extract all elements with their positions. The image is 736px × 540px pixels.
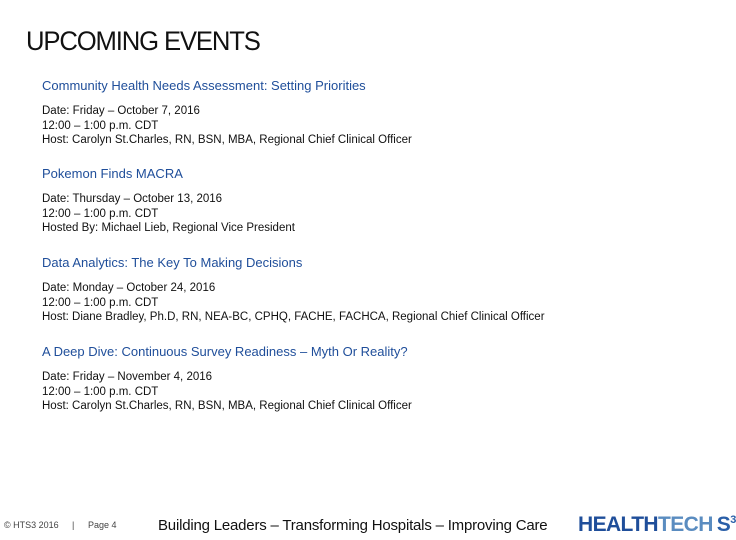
event-date: Date: Monday – October 24, 2016 [42, 282, 216, 294]
event-date: Date: Thursday – October 13, 2016 [42, 193, 223, 205]
event-date: Date: Friday – November 4, 2016 [42, 371, 213, 383]
event-title[interactable]: A Deep Dive: Continuous Survey Readiness – Myth Or Reality? [42, 344, 408, 359]
event-title[interactable]: Data Analytics: The Key To Making Decisions [42, 255, 303, 270]
logo-superscript: 3 [730, 514, 736, 526]
healthtech-logo [578, 513, 736, 537]
event-item [42, 255, 682, 325]
event-host: Hosted By: Michael Lieb, Regional Vice President [42, 222, 295, 234]
footer [0, 512, 736, 540]
event-host: Host: Carolyn St.Charles, RN, BSN, MBA, Regional Chief Clinical Officer [42, 134, 412, 146]
event-time: 12:00 – 1:00 p.m. CDT [42, 385, 159, 398]
event-date: Date: Friday – October 7, 2016 [42, 105, 200, 117]
logo-health-text: HEALTH [578, 513, 659, 536]
footer-separator: | [72, 520, 75, 530]
event-host: Host: Diane Bradley, Ph.D, RN, NEA-BC, CPHQ, FACHE, FACHCA, Regional Chief Clinical Officer [42, 311, 545, 323]
event-item [42, 166, 682, 236]
event-time: 12:00 – 1:00 p.m. CDT [42, 296, 159, 309]
event-title[interactable]: Community Health Needs Assessment: Setting Priorities [42, 78, 366, 93]
event-item [42, 344, 682, 414]
event-item [42, 78, 682, 148]
footer-tagline: Building Leaders – Transforming Hospitals – Improving Care [158, 517, 548, 534]
logo-s-text: S [716, 513, 731, 536]
logo-tech-text: TECH [658, 513, 713, 536]
page-number: Page 4 [88, 520, 117, 530]
event-time: 12:00 – 1:00 p.m. CDT [42, 207, 159, 220]
event-time: 12:00 – 1:00 p.m. CDT [42, 119, 159, 132]
event-title[interactable]: Pokemon Finds MACRA [42, 166, 183, 181]
page-title: UPCOMING EVENTS [26, 26, 260, 56]
copyright-text: © HTS3 2016 [4, 520, 59, 530]
event-host: Host: Carolyn St.Charles, RN, BSN, MBA, Regional Chief Clinical Officer [42, 400, 412, 412]
